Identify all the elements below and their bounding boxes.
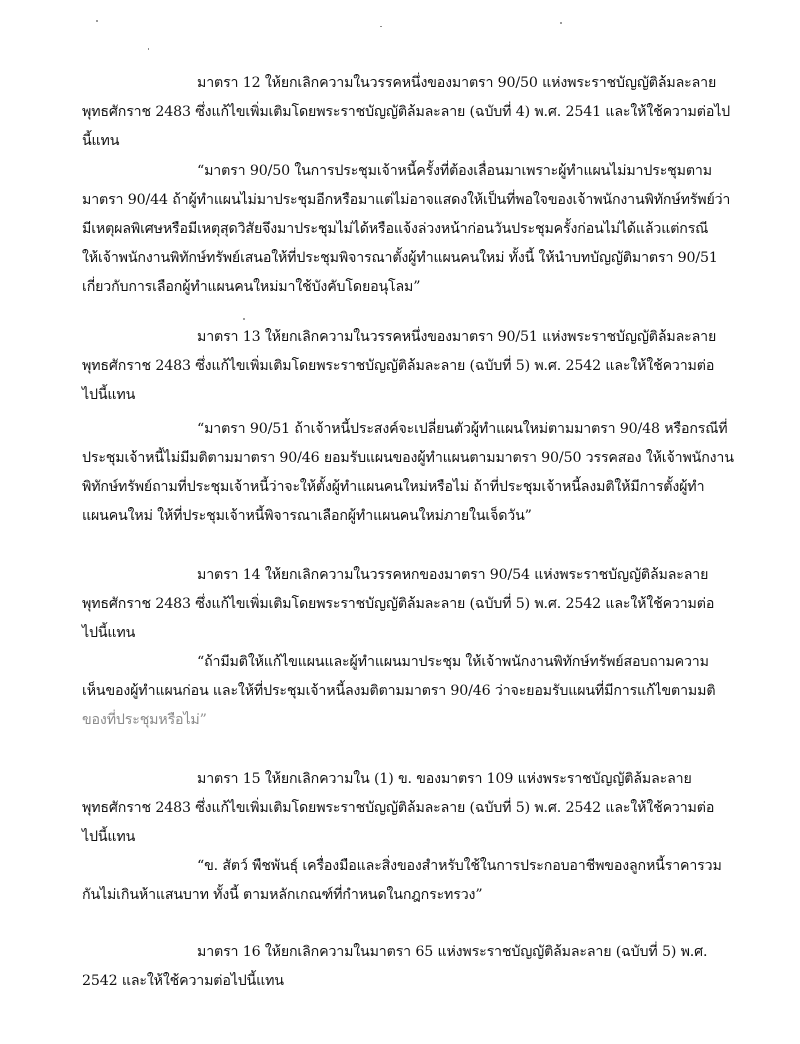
section-12-quote-line: มีเหตุผลพิเศษหรือมีเหตุสุดวิสัยจึงมาประชุมไม่ได้หรือแจ้งล่วงหน้าก่อนวันประชุมครั้งก่อนไม่ได้แล้วแต่กรณี xyxy=(82,221,709,237)
section-13-quote-line: “มาตรา 90/51 ถ้าเจ้าหนี้ประสงค์จะเปลี่ยนตัวผู้ทำแผนใหม่ตามมาตรา 90/48 หรือกรณีที่ xyxy=(197,421,728,437)
section-12-body-line: นี้แทน xyxy=(82,133,120,149)
section-14-body-line: ไปนี้แทน xyxy=(82,625,136,641)
section-15-body-line: ไปนี้แทน xyxy=(82,829,136,845)
section-16-heading-line: มาตรา 16 ให้ยกเลิกความในมาตรา 65 แห่งพระราชบัญญัติล้มละลาย (ฉบับที่ 5) พ.ศ. xyxy=(197,944,708,960)
section-15-body-line: พุทธศักราช 2483 ซึ่งแก้ไขเพิ่มเติมโดยพระราชบัญญัติล้มละลาย (ฉบับที่ 5) พ.ศ. 2542 และให้ใช้ความต่อ xyxy=(82,800,715,816)
section-14-quote-line: เห็นของผู้ทำแผนก่อน และให้ที่ประชุมเจ้าหนี้ลงมติตามมาตรา 90/46 ว่าจะยอมรับแผนที่มีการแก้ไขตามมติ xyxy=(82,683,716,699)
section-14-quote-line: ของที่ประชุมหรือไม่” xyxy=(82,712,207,728)
section-12-body-line: พุทธศักราช 2483 ซึ่งแก้ไขเพิ่มเติมโดยพระราชบัญญัติล้มละลาย (ฉบับที่ 4) พ.ศ. 2541 และให้ใช้ความต่อไป xyxy=(82,104,731,120)
section-13-body-line: ไปนี้แทน xyxy=(82,387,136,403)
section-15-quote-line: กันไม่เกินห้าแสนบาท ทั้งนี้ ตามหลักเกณฑ์ที่กำหนดในกฎกระทรวง” xyxy=(82,887,483,903)
section-12-quote-line: มาตรา 90/44 ถ้าผู้ทำแผนไม่มาประชุมอีกหรือมาแต่ไม่อาจแสดงให้เป็นที่พอใจของเจ้าพนักงานพิทักษ์ทรัพย์ว่า xyxy=(82,192,731,208)
section-14-heading-line: มาตรา 14 ให้ยกเลิกความในวรรคหกของมาตรา 90/54 แห่งพระราชบัญญัติล้มละลาย xyxy=(197,567,709,583)
section-12-quote-line: ให้เจ้าพนักงานพิทักษ์ทรัพย์เสนอให้ที่ประชุมพิจารณาตั้งผู้ทำแผนคนใหม่ ทั้งนี้ ให้นำบทบัญญัติมาตรา 90/51 xyxy=(82,250,718,266)
scan-speck xyxy=(560,22,562,24)
scan-speck xyxy=(243,318,245,320)
section-12-heading-line: มาตรา 12 ให้ยกเลิกความในวรรคหนึ่งของมาตรา 90/50 แห่งพระราชบัญญัติล้มละลาย xyxy=(197,75,717,91)
section-15-quote-line: “ข. สัตว์ พืชพันธุ์ เครื่องมือและสิ่งของสำหรับใช้ในการประกอบอาชีพของลูกหนี้ราคารวม xyxy=(197,858,722,874)
section-13-quote-line: ประชุมเจ้าหนี้ไม่มีมติตามมาตรา 90/46 ยอมรับแผนของผู้ทำแผนตามมาตรา 90/50 วรรคสอง ให้เจ้าพนักงาน xyxy=(82,450,734,466)
section-14-quote-line: “ถ้ามีมติให้แก้ไขแผนและผู้ทำแผนมาประชุม ให้เจ้าพนักงานพิทักษ์ทรัพย์สอบถามความ xyxy=(197,654,709,670)
scan-speck xyxy=(380,26,382,27)
scan-speck xyxy=(96,20,98,22)
section-12-quote-line: เกี่ยวกับการเลือกผู้ทำแผนคนใหม่มาใช้บังคับโดยอนุโลม” xyxy=(82,279,421,295)
section-15-heading-line: มาตรา 15 ให้ยกเลิกความใน (1) ข. ของมาตรา 109 แห่งพระราชบัญญัติล้มละลาย xyxy=(197,771,692,787)
section-14-body-line: พุทธศักราช 2483 ซึ่งแก้ไขเพิ่มเติมโดยพระราชบัญญัติล้มละลาย (ฉบับที่ 5) พ.ศ. 2542 และให้ใช้ความต่อ xyxy=(82,596,715,612)
section-13-heading-line: มาตรา 13 ให้ยกเลิกความในวรรคหนึ่งของมาตรา 90/51 แห่งพระราชบัญญัติล้มละลาย xyxy=(197,329,717,345)
scan-speck xyxy=(148,48,149,50)
section-12-quote-line: “มาตรา 90/50 ในการประชุมเจ้าหนี้ครั้งที่ต้องเลื่อนมาเพราะผู้ทำแผนไม่มาประชุมตาม xyxy=(197,163,712,179)
section-13-body-line: พุทธศักราช 2483 ซึ่งแก้ไขเพิ่มเติมโดยพระราชบัญญัติล้มละลาย (ฉบับที่ 5) พ.ศ. 2542 และให้ใช้ความต่อ xyxy=(82,358,715,374)
section-13-quote-line: แผนคนใหม่ ให้ที่ประชุมเจ้าหนี้พิจารณาเลือกผู้ทำแผนคนใหม่ภายในเจ็ดวัน” xyxy=(82,508,532,524)
section-13-quote-line: พิทักษ์ทรัพย์ถามที่ประชุมเจ้าหนี้ว่าจะให้ตั้งผู้ทำแผนคนใหม่หรือไม่ ถ้าที่ประชุมเจ้าหนี้ลงมติให้มีการตั้งผู้ทำ xyxy=(82,479,705,495)
section-16-body-line: 2542 และให้ใช้ความต่อไปนี้แทน xyxy=(82,973,284,989)
